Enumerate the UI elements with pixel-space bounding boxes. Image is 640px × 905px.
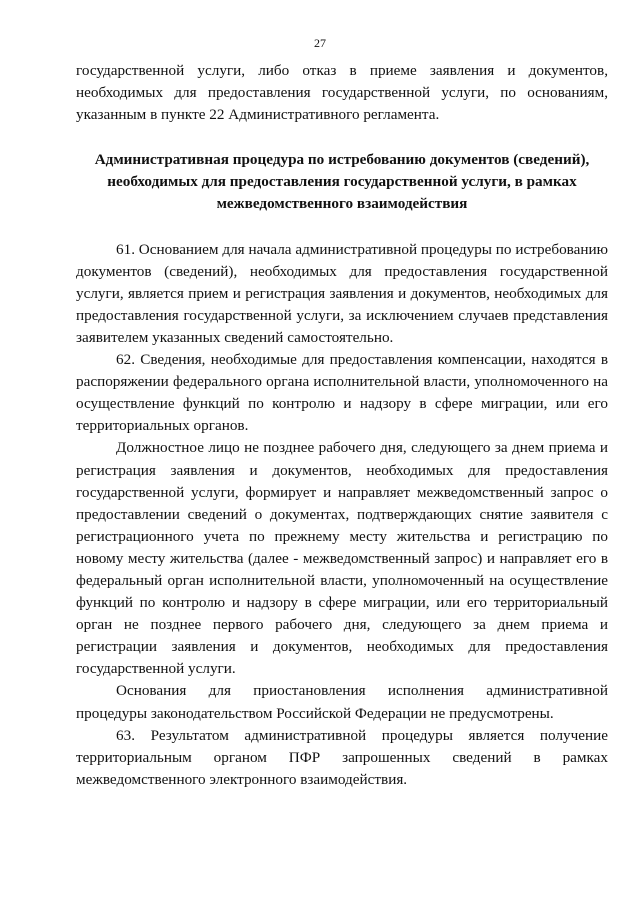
section-heading-line-2: необходимых для предоставления государственной услуги, в рамках [107, 173, 577, 191]
paragraph-61: 61. Основанием для начала административной процедуры по истребованию документов (сведений), необходимых для предоставления государственной услуги, является прием и регистрация заявления и документов, необходимых для предоставления государственной услуги, за исключением случаев представления заявителем указанных сведений самостоятельно. [76, 240, 608, 346]
section-heading-line-1: Административная процедура по истребованию документов (сведений), [94, 151, 590, 169]
paragraph-suspension: Основания для приостановления исполнения административной процедуры законодательством Российской Федерации не предусмотрены. [76, 682, 608, 722]
intro-paragraph: государственной услуги, либо отказ в приеме заявления и документов, необходимых для предоставления государственной услуги, по основаниям, указанным в пункте 22 Административного регламента. [76, 62, 608, 124]
section-heading-line-3: межведомственного взаимодействия [216, 195, 468, 213]
paragraph-63: 63. Результатом административной процедуры является получение территориальным органом ПФР запрошенных сведений в рамках межведомственного электронного взаимодействия. [76, 726, 608, 788]
document-body [76, 60, 608, 791]
section-heading [76, 149, 608, 215]
page-number: 27 [314, 36, 326, 50]
paragraph-62: 62. Сведения, необходимые для предоставления компенсации, находятся в распоряжении федерального органа исполнительной власти, уполномоченного на осуществление функций по контролю и надзору в сфере миграции, или его территориальных органов. [76, 351, 608, 435]
paragraph-official-duties: Должностное лицо не позднее рабочего дня, следующего за днем приема и регистрация заявления и документов, необходимых для предоставления государственной услуги, формирует и направляет межведомственный запрос о предоставлении сведений о документах, подтверждающих снятие заявителя с регистрационного учета по прежнему месту жительства и регистрацию по новому месту жительства (далее - межведомственный запрос) и направляет его в федеральный орган исполнительной власти, уполномоченный на осуществление функций по контролю и надзору в сфере миграции, или его территориальный орган не позднее первого рабочего дня, следующего за днем приема и регистрации заявления и документов, необходимых для предоставления государственной услуги. [76, 439, 608, 678]
